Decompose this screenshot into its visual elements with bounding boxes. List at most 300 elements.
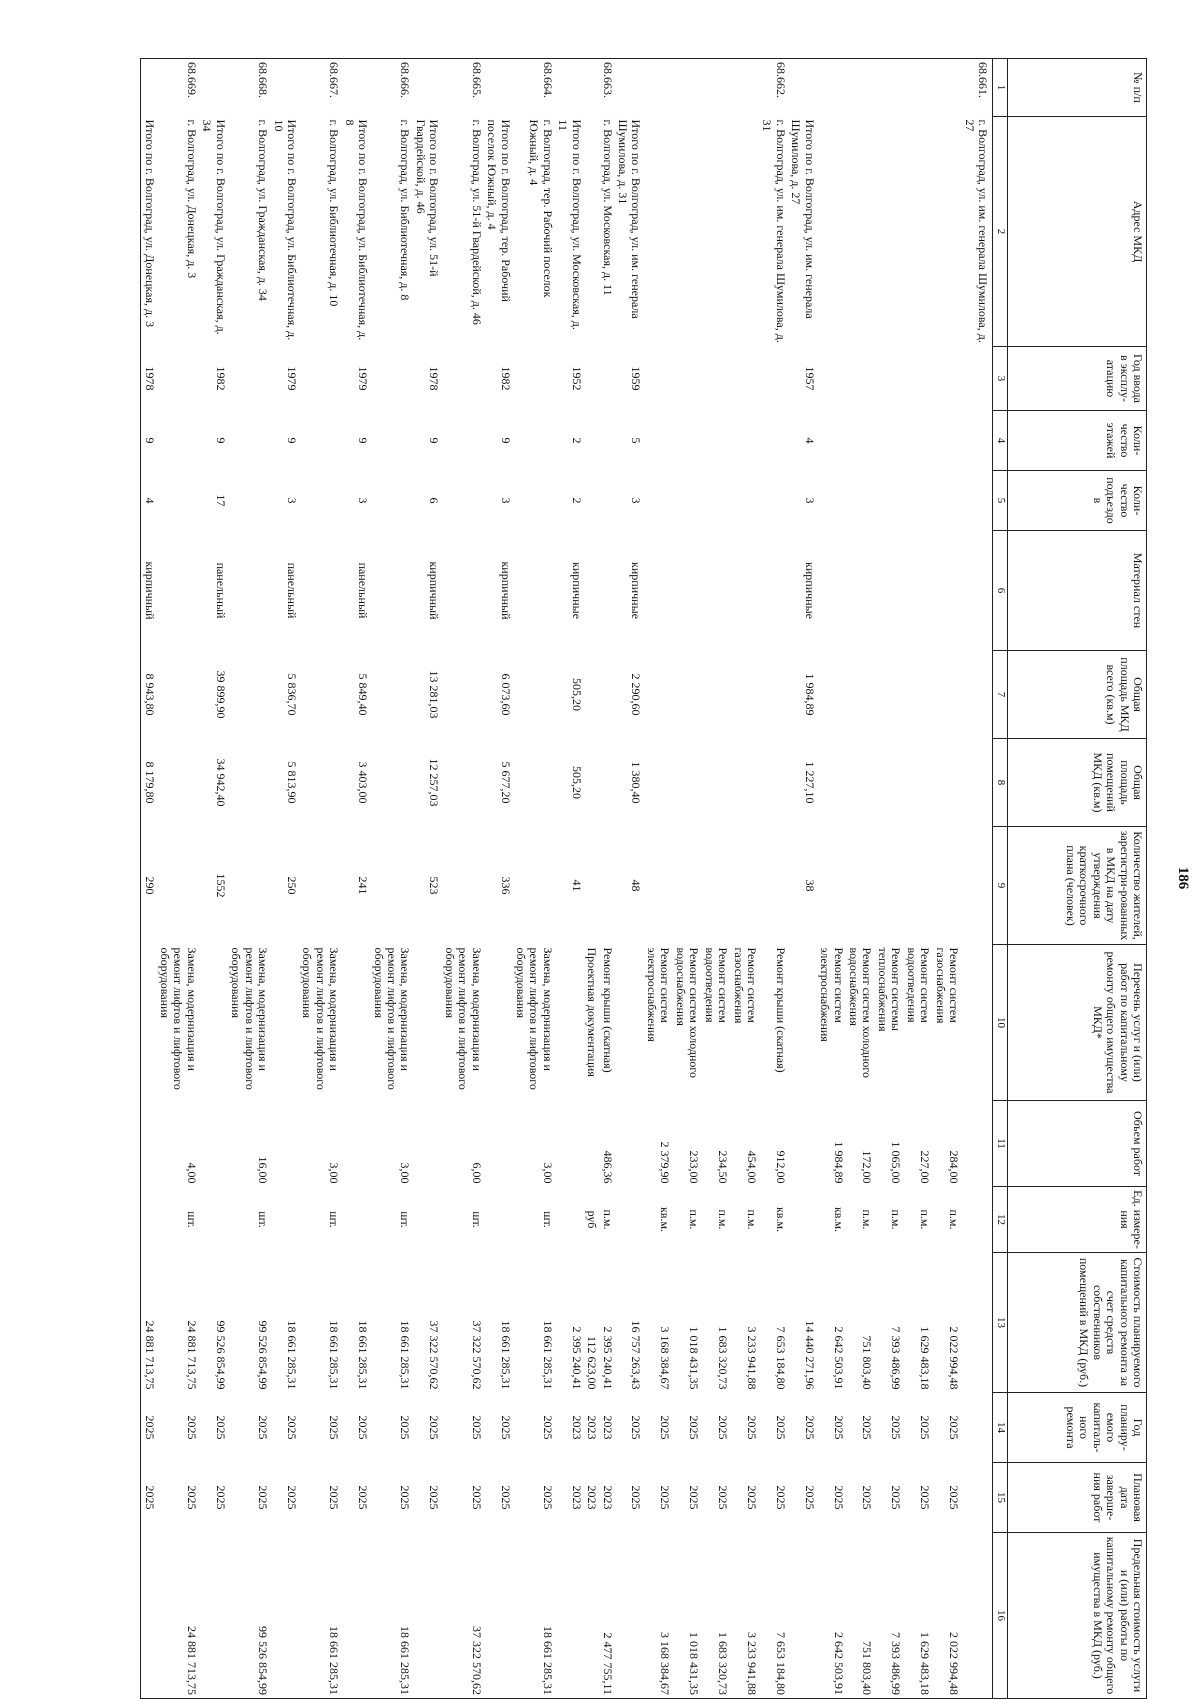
cell-col-11: 3,00 xyxy=(398,1162,413,1184)
cell-col-8: 5 813,90 xyxy=(285,761,299,804)
cell-col-5 xyxy=(701,471,730,531)
table-row xyxy=(875,59,904,1699)
table-row xyxy=(270,59,299,1699)
cell-col-8 xyxy=(875,739,904,827)
cell-col-7: 13 281,03 xyxy=(427,670,442,719)
cell-col-10: Ремонт крыши (скатная) xyxy=(600,947,615,1073)
column-number-10: 10 xyxy=(993,945,1008,1101)
cell-col-13: 7 393 486,99 xyxy=(889,1326,904,1390)
cell-col-4 xyxy=(961,411,992,471)
table-row xyxy=(555,59,584,1699)
cell-col-5 xyxy=(932,471,961,531)
cell-col-10 xyxy=(555,945,584,1101)
cell-col-1: 68.667. xyxy=(299,59,341,117)
cell-col-10: Ремонт систем электроснабжения xyxy=(644,947,673,1042)
cell-col-14: 2025 xyxy=(687,1415,702,1440)
cell-col-12: кв.м. xyxy=(658,1206,673,1233)
cell-col-14: 2025 xyxy=(716,1415,731,1440)
cell-col-15: 2023 xyxy=(585,1485,600,1510)
cell-col-10 xyxy=(961,945,992,1101)
column-header-9: Количество жителей, зарегистри-рованных в МКД на дату утверждения краткосрочного плана (человек) xyxy=(1008,827,1147,945)
cell-col-11: 4,00 xyxy=(184,1162,199,1184)
cell-col-13: 2 395 240,41 xyxy=(569,1326,584,1390)
rotated-page xyxy=(142,58,1191,1698)
cell-col-6 xyxy=(584,531,599,651)
cell-col-7: 2 290,60 xyxy=(629,673,644,716)
cell-col-12 xyxy=(270,1187,299,1253)
table-row xyxy=(903,59,932,1699)
column-number-1: 1 xyxy=(993,59,1008,117)
cell-col-2: г. Волгоград, ул. Библиотечная, д. 10 xyxy=(327,119,342,307)
cell-col-2 xyxy=(903,117,932,347)
cell-col-3 xyxy=(299,347,341,411)
cell-col-8 xyxy=(370,739,412,827)
cell-col-16: 18 661 285,31 xyxy=(370,1533,412,1699)
cell-col-16 xyxy=(484,1533,513,1699)
cell-col-6 xyxy=(730,531,759,651)
cell-col-12: руб xyxy=(585,1210,600,1229)
table-row xyxy=(299,59,341,1699)
cell-col-11 xyxy=(788,1101,817,1187)
cell-col-12 xyxy=(615,1187,644,1253)
cell-col-13: 14 440 271,96 xyxy=(802,1320,817,1390)
repair-plan-table xyxy=(140,58,1147,1699)
cell-col-2: Итого по г. Волгоград, тер. Рабочий поселок Южный, д. 4 xyxy=(485,119,513,302)
cell-col-5 xyxy=(730,471,759,531)
cell-col-4 xyxy=(370,411,412,471)
cell-col-4: 5 xyxy=(629,437,644,444)
cell-col-13: 16 757 263,43 xyxy=(629,1320,644,1390)
cell-col-4: 2 xyxy=(569,437,584,444)
column-number-9: 9 xyxy=(993,827,1008,945)
cell-col-14: 2025 xyxy=(327,1415,342,1440)
cell-col-6 xyxy=(701,531,730,651)
cell-col-12 xyxy=(141,1187,157,1253)
cell-col-8 xyxy=(932,739,961,827)
cell-col-3 xyxy=(157,347,199,411)
table-row xyxy=(644,59,673,1699)
cell-col-11: 234,50 xyxy=(716,1150,731,1184)
cell-col-9 xyxy=(157,827,199,945)
cell-col-15: 2025 xyxy=(658,1485,673,1510)
cell-col-15: 2025 xyxy=(398,1485,413,1510)
cell-col-9: 250 xyxy=(285,876,299,895)
cell-col-12: п.м. xyxy=(745,1209,759,1230)
cell-col-9 xyxy=(903,827,932,945)
cell-col-13: 18 661 285,31 xyxy=(285,1320,299,1390)
cell-col-15: 2025 xyxy=(947,1485,962,1510)
cell-col-14: 2023 xyxy=(600,1415,615,1440)
cell-col-2: г. Волгоград, ул. Библиотечная, д. 8 xyxy=(398,119,413,301)
cell-col-12: п.м. xyxy=(947,1209,962,1230)
cell-col-11 xyxy=(341,1101,370,1187)
column-header-8: Общая площадь помещений МКД (кв.м) xyxy=(1008,739,1147,827)
cell-col-13: 18 661 285,31 xyxy=(540,1320,555,1390)
cell-col-2 xyxy=(730,117,759,347)
cell-col-2: Итого по г. Волгоград, ул. Донецкая, д. 3 xyxy=(141,117,157,347)
cell-col-1 xyxy=(644,59,673,117)
cell-col-16: 18 661 285,31 xyxy=(299,1533,341,1699)
cell-col-2 xyxy=(644,117,673,347)
cell-col-6 xyxy=(932,531,961,651)
table-row xyxy=(817,59,846,1699)
cell-col-7 xyxy=(513,651,555,739)
cell-col-5 xyxy=(961,471,992,531)
cell-col-15: 2025 xyxy=(285,1485,299,1510)
column-number-7: 7 xyxy=(993,651,1008,739)
table-row xyxy=(788,59,817,1699)
cell-col-10 xyxy=(141,945,157,1101)
cell-col-11 xyxy=(199,1101,228,1187)
column-header-12: Ед. измере-ния xyxy=(1008,1187,1147,1253)
cell-col-8 xyxy=(157,739,199,827)
cell-col-4 xyxy=(701,411,730,471)
cell-col-13: 2 395 240,41 xyxy=(600,1326,615,1390)
cell-col-4: 9 xyxy=(498,437,513,444)
cell-col-1: 68.668. xyxy=(228,59,270,117)
cell-col-8 xyxy=(817,739,846,827)
cell-col-7 xyxy=(846,651,875,739)
cell-col-12 xyxy=(341,1187,370,1253)
cell-col-5: 2 xyxy=(569,497,584,504)
cell-col-15: 2025 xyxy=(356,1485,371,1510)
cell-col-7: 505,20 xyxy=(569,678,584,711)
table-row xyxy=(141,59,157,1699)
cell-col-15: 2025 xyxy=(831,1485,846,1510)
cell-col-14: 2025 xyxy=(860,1415,875,1440)
cell-col-15: 2025 xyxy=(540,1485,555,1510)
column-number-6: 6 xyxy=(993,531,1008,651)
cell-col-6 xyxy=(672,531,701,651)
cell-col-11: 1 984,89 xyxy=(831,1141,846,1184)
cell-col-3 xyxy=(228,347,270,411)
cell-col-5 xyxy=(759,471,788,531)
cell-col-15: 2025 xyxy=(427,1485,442,1510)
cell-col-5: 3 xyxy=(356,497,371,504)
cell-col-10: Замена, модернизация и ремонт лифтов и лифтового оборудования xyxy=(442,947,484,1090)
cell-col-11: 3,00 xyxy=(540,1162,555,1184)
cell-col-16: 751 803,40 xyxy=(846,1533,875,1699)
column-header-10: Перечень услуг и (или) работ по капитальному ремонту общего имущества МКД* xyxy=(1008,945,1147,1101)
cell-col-16: 3 168 384,67 xyxy=(644,1533,673,1699)
column-header-5: Коли-чество подъездо в xyxy=(1008,471,1147,531)
cell-col-15: 2023 xyxy=(600,1485,615,1510)
cell-col-8 xyxy=(846,739,875,827)
cell-col-15 xyxy=(961,1463,992,1533)
cell-col-2: г. Волгоград, ул. им. генерала Шумилова, д. 27 xyxy=(962,119,990,343)
cell-col-3 xyxy=(730,347,759,411)
cell-col-10 xyxy=(270,945,299,1101)
cell-col-16 xyxy=(788,1533,817,1699)
cell-col-6 xyxy=(513,531,555,651)
cell-col-7 xyxy=(875,651,904,739)
cell-col-8 xyxy=(599,739,614,827)
cell-col-8 xyxy=(730,739,759,827)
cell-col-2: г. Волгоград, ул. Московская, д. 11 xyxy=(600,119,615,296)
cell-col-11: 6,00 xyxy=(469,1162,484,1184)
cell-col-2: г. Волгоград, ул. Донецкая, д. 3 xyxy=(184,119,199,279)
cell-col-6: кирпичный xyxy=(141,531,157,651)
cell-col-5: 3 xyxy=(629,497,644,504)
cell-col-6 xyxy=(157,531,199,651)
cell-col-16 xyxy=(615,1533,644,1699)
cell-col-10 xyxy=(788,945,817,1101)
cell-col-6 xyxy=(759,531,788,651)
cell-col-15: 2025 xyxy=(141,1463,157,1533)
cell-col-2 xyxy=(584,117,599,347)
cell-col-14: 2023 xyxy=(585,1415,600,1440)
cell-col-8: 505,20 xyxy=(569,766,584,799)
cell-col-16: 7 653 184,80 xyxy=(759,1533,788,1699)
column-header-11: Объем работ xyxy=(1008,1101,1147,1187)
cell-col-12 xyxy=(555,1187,584,1253)
cell-col-3: 1979 xyxy=(356,366,371,391)
cell-col-1 xyxy=(730,59,759,117)
cell-col-4 xyxy=(875,411,904,471)
cell-col-3: 1982 xyxy=(213,366,228,391)
cell-col-1 xyxy=(199,59,228,117)
cell-col-12: п.м. xyxy=(687,1209,702,1230)
cell-col-15: 2025 xyxy=(469,1485,484,1510)
cell-col-1 xyxy=(788,59,817,117)
cell-col-10: Ремонт систем электроснабжения xyxy=(818,947,846,1042)
column-number-16: 16 xyxy=(993,1533,1008,1699)
table-row xyxy=(413,59,442,1699)
cell-col-7 xyxy=(584,651,599,739)
cell-col-4 xyxy=(157,411,199,471)
cell-col-9: 48 xyxy=(629,879,644,892)
cell-col-7 xyxy=(672,651,701,739)
cell-col-9 xyxy=(846,827,875,945)
cell-col-16: 1 683 320,73 xyxy=(701,1533,730,1699)
cell-col-1 xyxy=(270,59,299,117)
table-row xyxy=(199,59,228,1699)
cell-col-13: 7 653 184,80 xyxy=(773,1326,788,1390)
cell-col-8 xyxy=(513,739,555,827)
cell-col-16: 24 881 713,75 xyxy=(157,1533,199,1699)
cell-col-5: 4 xyxy=(141,471,157,531)
cell-col-7 xyxy=(157,651,199,739)
cell-col-1: 68.663. xyxy=(599,59,614,117)
cell-col-14: 2025 xyxy=(773,1415,788,1440)
cell-col-11: 2 379,90 xyxy=(658,1141,673,1184)
cell-col-8 xyxy=(903,739,932,827)
cell-col-15: 2025 xyxy=(802,1485,817,1510)
cell-col-9: 523 xyxy=(427,876,442,895)
cell-col-3 xyxy=(961,347,992,411)
cell-col-9 xyxy=(599,827,614,945)
cell-col-3 xyxy=(370,347,412,411)
cell-col-1 xyxy=(701,59,730,117)
cell-col-2: г. Волгоград, ул. Гражданская, д. 34 xyxy=(256,119,271,301)
cell-col-8: 1 380,40 xyxy=(629,761,644,804)
cell-col-3 xyxy=(875,347,904,411)
cell-col-4: 9 xyxy=(427,437,442,444)
cell-col-13: 751 803,40 xyxy=(860,1335,875,1390)
cell-col-11 xyxy=(270,1101,299,1187)
cell-col-7 xyxy=(644,651,673,739)
cell-col-12: шт. xyxy=(327,1211,342,1228)
table-row xyxy=(846,59,875,1699)
cell-col-2: г. Волгоград, ул. им. генерала Шумилова, д. 31 xyxy=(760,119,788,343)
cell-col-16 xyxy=(199,1533,228,1699)
column-number-13: 13 xyxy=(993,1253,1008,1393)
cell-col-1: 68.666. xyxy=(370,59,412,117)
cell-col-7 xyxy=(903,651,932,739)
cell-col-14: 2025 xyxy=(658,1415,673,1440)
cell-col-7 xyxy=(228,651,270,739)
column-number-row xyxy=(993,59,1008,1699)
cell-col-1 xyxy=(903,59,932,117)
cell-col-6: кирпичные xyxy=(802,562,817,619)
cell-col-9 xyxy=(875,827,904,945)
cell-col-16: 37 322 570,62 xyxy=(441,1533,483,1699)
cell-col-10: Замена, модернизация и ремонт лифтов и лифтового оборудования xyxy=(514,947,555,1090)
table-row xyxy=(759,59,788,1699)
cell-col-3 xyxy=(846,347,875,411)
cell-col-14: 2025 xyxy=(356,1415,371,1440)
cell-col-2: Итого по г. Волгоград, ул. Гражданская, д. 34 xyxy=(200,119,228,335)
cell-col-16: 1 018 431,35 xyxy=(672,1533,701,1699)
cell-col-13: 1 683 320,73 xyxy=(716,1326,731,1390)
cell-col-9 xyxy=(961,827,992,945)
cell-col-12: п.м. xyxy=(716,1209,731,1230)
cell-col-1 xyxy=(141,59,157,117)
cell-col-6: кирпичный xyxy=(498,561,513,620)
cell-col-16: 99 526 854,99 xyxy=(228,1533,270,1699)
cell-col-8: 12 257,03 xyxy=(427,758,442,807)
cell-col-9 xyxy=(932,827,961,945)
cell-col-11 xyxy=(615,1101,644,1187)
cell-col-6 xyxy=(370,531,412,651)
cell-col-10: Ремонт систем холодного водоснабжения xyxy=(673,947,702,1079)
cell-col-14: 2025 xyxy=(629,1415,644,1440)
cell-col-14: 2025 xyxy=(831,1415,846,1440)
cell-col-6 xyxy=(599,531,614,651)
cell-col-11 xyxy=(413,1101,442,1187)
cell-col-11 xyxy=(141,1101,157,1187)
cell-col-14: 2025 xyxy=(802,1415,817,1440)
cell-col-13: 112 623,00 xyxy=(585,1335,600,1390)
cell-col-8 xyxy=(299,739,341,827)
cell-col-16 xyxy=(341,1533,370,1699)
column-header-1: № п/п xyxy=(1008,59,1147,117)
cell-col-10: Замена, модернизация и ремонт лифтов и лифтового оборудования xyxy=(158,947,199,1090)
cell-col-1 xyxy=(932,59,961,117)
cell-col-4 xyxy=(903,411,932,471)
table-row xyxy=(701,59,730,1699)
cell-col-16: 2 477 755,11 xyxy=(599,1533,614,1699)
cell-col-16 xyxy=(555,1533,584,1699)
cell-col-15: 2025 xyxy=(629,1485,644,1510)
cell-col-2: Итого по г. Волгоград, ул. Библиотечная, д. 10 xyxy=(271,119,299,341)
cell-col-14: 2025 xyxy=(745,1415,759,1440)
cell-col-12: п.м. xyxy=(918,1209,933,1230)
cell-col-14: 2025 xyxy=(918,1415,933,1440)
cell-col-7 xyxy=(299,651,341,739)
cell-col-3 xyxy=(817,347,846,411)
cell-col-11 xyxy=(484,1101,513,1187)
cell-col-8: 34 942,40 xyxy=(213,758,228,807)
cell-col-1 xyxy=(672,59,701,117)
cell-col-2: Итого по г. Волгоград, ул. Библиотечная, д. 8 xyxy=(342,119,371,341)
cell-col-6 xyxy=(903,531,932,651)
cell-col-5 xyxy=(903,471,932,531)
cell-col-3: 1982 xyxy=(498,366,513,391)
table-row xyxy=(228,59,270,1699)
cell-col-2 xyxy=(932,117,961,347)
cell-col-12: п.м. xyxy=(600,1209,615,1230)
cell-col-6 xyxy=(441,531,483,651)
cell-col-16 xyxy=(961,1533,992,1699)
cell-col-5 xyxy=(599,471,614,531)
cell-col-2: Итого по г. Волгоград, ул. им. генерала Шумилова, д. 27 xyxy=(789,119,817,319)
cell-col-15: 2025 xyxy=(213,1485,228,1510)
cell-col-9: 336 xyxy=(498,876,513,895)
cell-col-13: 2 642 503,91 xyxy=(831,1326,846,1390)
cell-col-8 xyxy=(441,739,483,827)
cell-col-5: 3 xyxy=(498,497,513,504)
column-header-4: Коли-чество этажей xyxy=(1008,411,1147,471)
cell-col-1: 68.661. xyxy=(961,59,992,117)
cell-col-4 xyxy=(730,411,759,471)
cell-col-5 xyxy=(672,471,701,531)
table-row xyxy=(961,59,992,1699)
table-row xyxy=(672,59,701,1699)
cell-col-12 xyxy=(961,1187,992,1253)
cell-col-6 xyxy=(228,531,270,651)
cell-col-14: 2025 xyxy=(540,1415,555,1440)
cell-col-7: 8 943,80 xyxy=(141,651,157,739)
table-row xyxy=(157,59,199,1699)
cell-col-11: 284,00 xyxy=(947,1150,962,1184)
cell-col-3 xyxy=(701,347,730,411)
cell-col-2 xyxy=(875,117,904,347)
cell-col-12: кв.м. xyxy=(831,1206,846,1233)
cell-col-4: 9 xyxy=(356,437,371,444)
cell-col-16: 2 022 994,48 xyxy=(932,1533,961,1699)
table-body xyxy=(141,59,993,1699)
cell-col-3 xyxy=(441,347,483,411)
table-row xyxy=(484,59,513,1699)
cell-col-2 xyxy=(846,117,875,347)
cell-col-10 xyxy=(484,945,513,1101)
cell-col-9 xyxy=(441,827,483,945)
cell-col-4 xyxy=(228,411,270,471)
column-number-11: 11 xyxy=(993,1101,1008,1187)
cell-col-2: Итого по г. Волгоград, ул. им. генерала Шумилова, д. 31 xyxy=(616,119,644,319)
cell-col-14: 2023 xyxy=(569,1415,584,1440)
cell-col-13: 1 018 431,35 xyxy=(687,1326,702,1390)
cell-col-5 xyxy=(817,471,846,531)
cell-col-2: Итого по г. Волгоград, ул. 51-й Гвардейской, д. 46 xyxy=(413,119,442,277)
column-header-13: Стоимость планируемого капитального ремонта за счет средств собственников помещений в МКД (руб.) xyxy=(1008,1253,1147,1393)
cell-col-12: шт. xyxy=(469,1211,484,1228)
cell-col-14: 2025 xyxy=(256,1415,271,1440)
cell-col-6: кирпичные xyxy=(569,562,584,619)
cell-col-16 xyxy=(270,1533,299,1699)
cell-col-8 xyxy=(701,739,730,827)
cell-col-9: 241 xyxy=(356,876,371,895)
cell-col-5 xyxy=(228,471,270,531)
cell-col-10: Замена, модернизация и ремонт лифтов и лифтового оборудования xyxy=(300,947,342,1090)
cell-col-6 xyxy=(644,531,673,651)
cell-col-11: 3,00 xyxy=(327,1162,342,1184)
cell-col-1 xyxy=(817,59,846,117)
cell-col-4: 9 xyxy=(213,437,228,444)
cell-col-2 xyxy=(701,117,730,347)
cell-col-14: 2025 xyxy=(498,1415,513,1440)
